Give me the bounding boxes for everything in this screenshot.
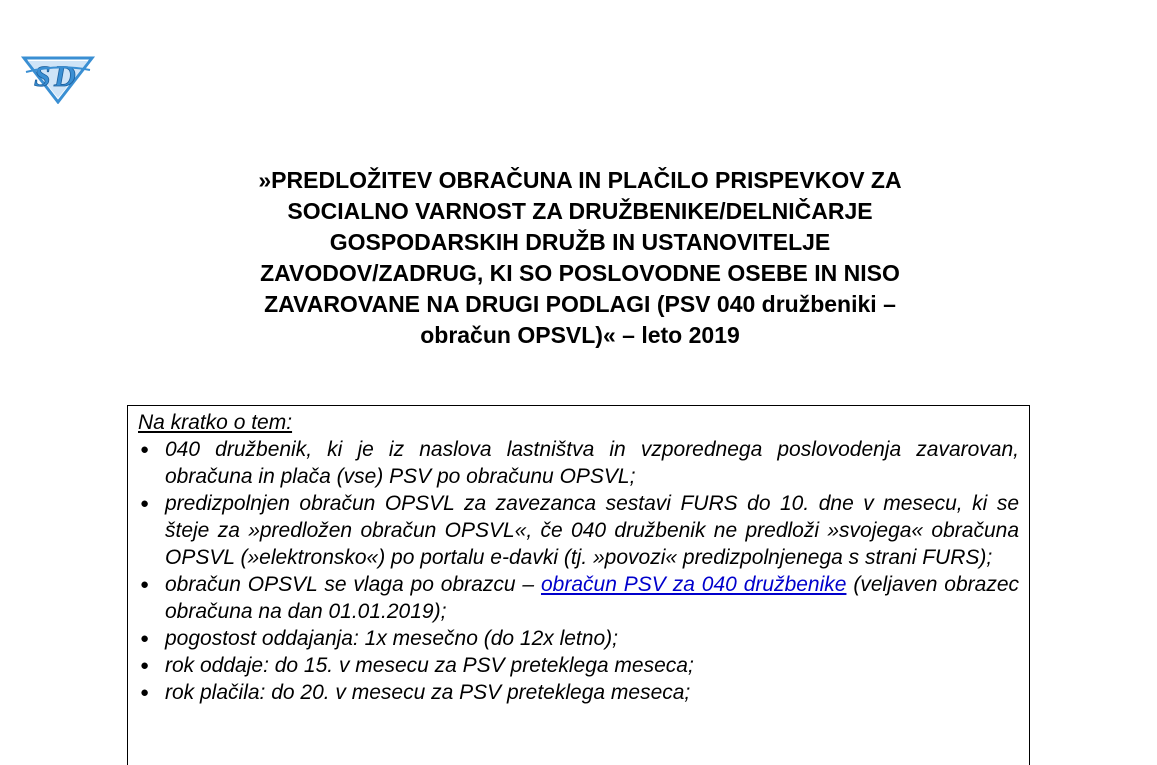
summary-heading: Na kratko o tem: [138,411,293,434]
zds-logo [20,50,96,104]
list-item [138,625,1019,652]
title-line-6: obračun OPSVL)« – leto 2019 [420,322,740,348]
obracun-psv-link[interactable]: obračun PSV za 040 družbenike [540,573,847,596]
title-line-3: GOSPODARSKIH DRUŽB IN USTANOVITELJE [329,229,831,255]
list-item [138,490,1019,571]
bullet-icon: ● [140,576,150,593]
title-line-5: ZAVAROVANE NA DRUGI PODLAGI (PSV 040 družbeniki – [264,291,896,317]
bullet-icon: ● [140,657,150,674]
list-item-text: pogostost oddajanja: 1x mesečno (do 12x letno); [165,627,618,650]
summary-box [127,405,1030,765]
svg-text:D: D [54,60,76,93]
bullet-icon: ● [140,684,150,701]
list-item [138,679,1019,706]
list-item-text: (veljaven obrazec obračuna na dan 01.01.2019); [165,573,1020,623]
svg-text:S: S [34,60,51,93]
list-item-text: rok plačila: do 20. v mesecu za PSV preteklega meseca; [165,681,691,704]
list-item-text: rok oddaje: do 15. v mesecu za PSV preteklega meseca; [165,654,694,677]
list-item [138,652,1019,679]
list-item [138,571,1019,625]
bullet-icon: ● [140,630,150,647]
summary-list [138,436,1019,706]
list-item [138,436,1019,490]
zds-emblem-icon [20,50,96,104]
document-title [185,165,975,351]
title-line-1: »PREDLOŽITEV OBRAČUNA IN PLAČILO PRISPEVKOV ZA [258,167,902,193]
list-item-text: obračun OPSVL se vlaga po obrazcu – [165,573,541,596]
list-item-text: predizpolnjen obračun OPSVL za zavezanca sestavi FURS do 10. dne v mesecu, ki se šteje za »predložen obračun OPSVL«, če 040 družbenik ne predloži »svojega« obračuna OPSVL (»elektronsko«) po portalu e-davki (tj. »povozi« predizpolnjenega s strani FURS); [165,492,1019,569]
bullet-icon: ● [140,495,150,512]
list-item-text: 040 družbenik, ki je iz naslova lastništva in vzporednega poslovodenja zavarovan, obračuna in plača (vse) PSV po obračunu OPSVL; [165,438,1019,488]
title-line-2: SOCIALNO VARNOST ZA DRUŽBENIKE/DELNIČARJE [287,198,873,224]
title-line-4: ZAVODOV/ZADRUG, KI SO POSLOVODNE OSEBE IN NISO [260,260,900,286]
bullet-icon: ● [140,441,150,458]
